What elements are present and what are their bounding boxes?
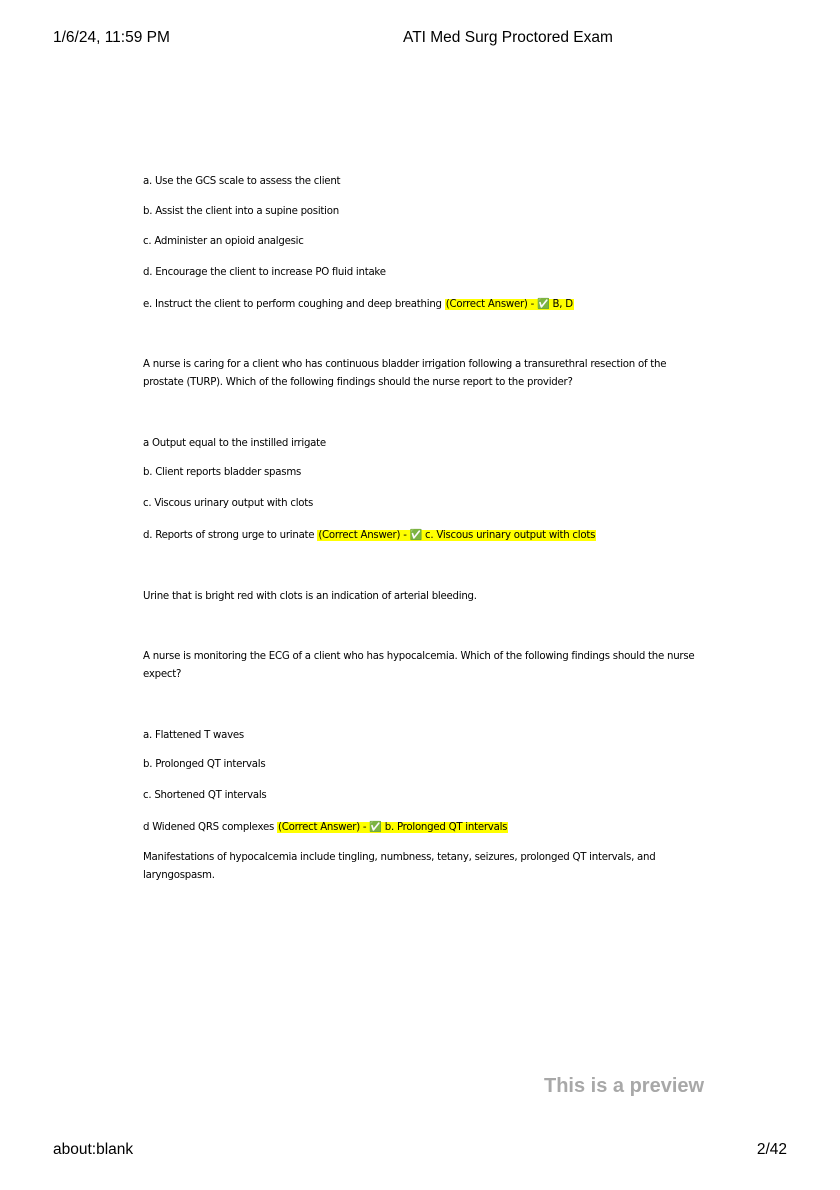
q2-correct-answer: (Correct Answer) - ✅ c. Viscous urinary output with clots [318,530,596,541]
document-title: ATI Med Surg Proctored Exam [403,29,613,46]
q2-option-d: d. Reports of strong urge to urinate [143,530,315,541]
q3-option-d: d Widened QRS complexes [143,822,275,833]
q2-option-c: c. Viscous urinary output with clots [143,498,314,509]
preview-watermark: This is a preview [544,1075,705,1097]
q1-option-c: c. Administer an opioid analgesic [143,236,304,247]
q3-option-a: a. Flattened T waves [143,730,244,741]
q3-option-c: c. Shortened QT intervals [143,790,267,801]
q1-option-b: b. Assist the client into a supine position [143,206,339,217]
q3-option-d-row [143,819,508,837]
q3-option-b: b. Prolonged QT intervals [143,759,266,770]
q1-correct-answer: (Correct Answer) - ✅ B, D [445,299,573,310]
q1-option-e-row [143,296,574,314]
q2-option-d-row [143,527,596,545]
page-number: 2/42 [756,1141,787,1158]
page-url: about:blank [53,1141,134,1158]
q3-correct-answer: (Correct Answer) - ✅ b. Prolonged QT intervals [278,822,508,833]
q1-option-e: e. Instruct the client to perform coughing and deep breathing [143,299,442,310]
q3-question: A nurse is monitoring the ECG of a client who has hypocalcemia. Which of the following findings should the nurse expect? [143,651,695,680]
q3-rationale: Manifestations of hypocalcemia include tingling, numbness, tetany, seizures, prolonged QT intervals, and laryngospasm. [143,852,656,881]
print-datetime: 1/6/24, 11:59 PM [53,29,170,46]
q2-option-b: b. Client reports bladder spasms [143,467,302,478]
q1-option-d: d. Encourage the client to increase PO fluid intake [143,267,386,278]
q2-rationale: Urine that is bright red with clots is an indication of arterial bleeding. [143,591,477,602]
q2-option-a: a Output equal to the instilled irrigate [143,438,326,449]
q2-question: A nurse is caring for a client who has continuous bladder irrigation following a transurethral resection of the prostate (TURP). Which of the following findings should the nurse report to the provider? [143,359,667,388]
q1-option-a: a. Use the GCS scale to assess the client [143,176,341,187]
